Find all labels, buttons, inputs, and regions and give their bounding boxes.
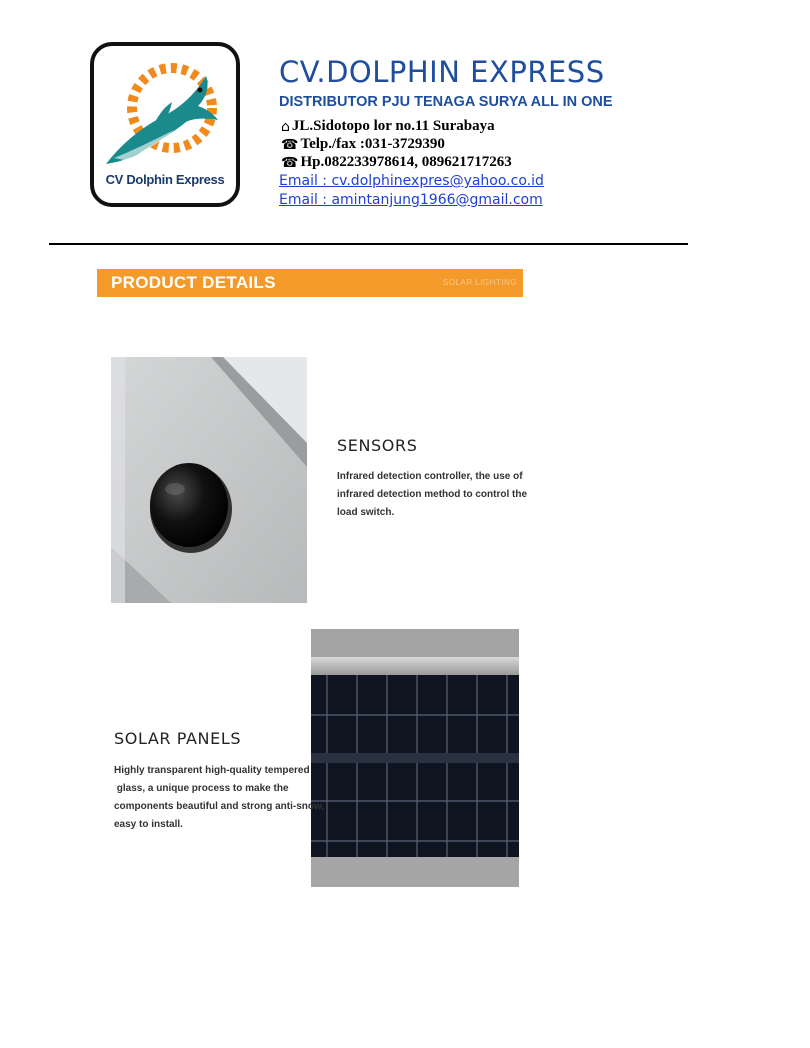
telp-line <box>281 136 445 153</box>
solar-desc-line: components beautiful and strong anti-snow, <box>114 801 325 812</box>
email-link-yahoo[interactable]: Email : cv.dolphinexpres@yahoo.co.id <box>279 173 544 189</box>
solar-desc-line: easy to install. <box>114 819 183 830</box>
sensor-photo <box>111 357 307 603</box>
sensors-desc-line: load switch. <box>337 507 395 518</box>
sensors-title: SENSORS <box>337 436 418 455</box>
email-link-gmail[interactable]: Email : amintanjung1966@gmail.com <box>279 192 543 208</box>
telp-text: Telp./fax :031-3729390 <box>300 136 445 152</box>
telephone-icon: ☎ <box>281 136 299 153</box>
sensors-desc-line: Infrared detection controller, the use of <box>337 471 523 482</box>
banner-title: PRODUCT DETAILS <box>111 273 276 292</box>
company-logo <box>90 42 240 207</box>
header-divider <box>49 243 688 245</box>
company-name: CV.DOLPHIN EXPRESS <box>279 55 605 89</box>
sensors-desc-line: infrared detection method to control the <box>337 489 528 500</box>
solar-panels-title: SOLAR PANELS <box>114 729 242 748</box>
solar-panel-photo <box>311 629 519 887</box>
house-icon: ⌂ <box>281 118 290 135</box>
telephone-icon: ☎ <box>281 154 299 171</box>
address-line <box>281 118 495 135</box>
logo-text: CV Dolphin Express <box>105 172 225 187</box>
solar-panels-description <box>114 762 324 834</box>
address-text: JL.Sidotopo lor no.11 Surabaya <box>291 118 495 134</box>
tagline: DISTRIBUTOR PJU TENAGA SURYA ALL IN ONE <box>279 94 613 110</box>
hp-text: Hp.082233978614, 089621717263 <box>300 154 512 170</box>
hp-line <box>281 154 512 171</box>
banner-subtitle: SOLAR LIGHTING <box>442 278 517 287</box>
sensors-description <box>337 468 527 522</box>
solar-desc-line: glass, a unique process to make the <box>114 783 289 794</box>
solar-desc-line: Highly transparent high-quality tempered <box>114 765 310 776</box>
product-details-banner <box>97 269 523 297</box>
